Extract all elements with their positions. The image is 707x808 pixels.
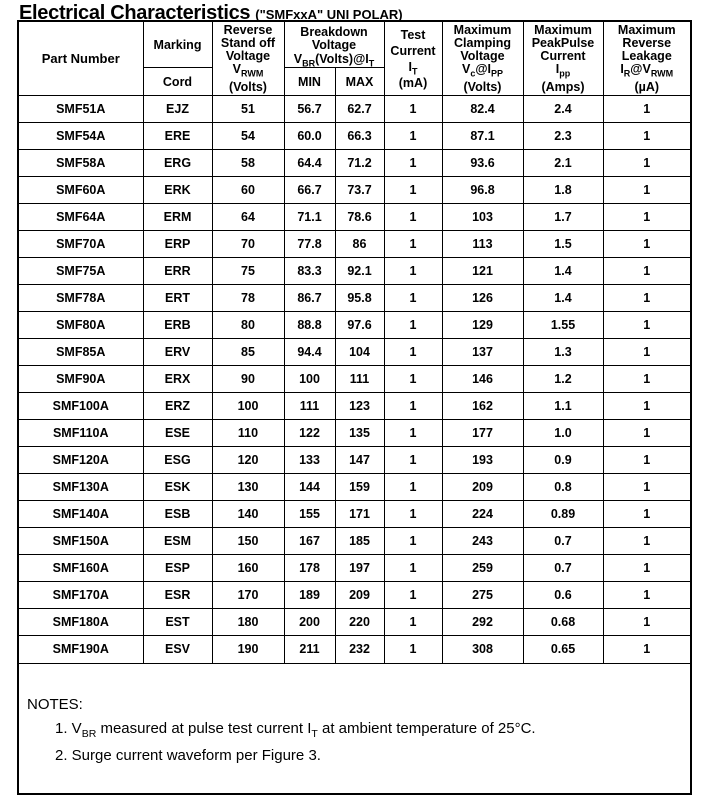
cell-test-current: 1 <box>384 609 442 636</box>
cell-vbr-min: 64.4 <box>284 150 335 177</box>
cell-vrwm: 170 <box>212 582 284 609</box>
cell-reverse-leakage: 1 <box>603 636 690 663</box>
cell-test-current: 1 <box>384 231 442 258</box>
cell-vrwm: 58 <box>212 150 284 177</box>
cell-test-current: 1 <box>384 636 442 663</box>
cell-vbr-max: 123 <box>335 393 384 420</box>
cell-part-number: SMF150A <box>19 528 143 555</box>
cell-test-current: 1 <box>384 150 442 177</box>
cell-clamping-voltage: 113 <box>442 231 523 258</box>
cell-vbr-min: 200 <box>284 609 335 636</box>
col-header-reverse-leakage: Maximum Reverse Leakage $I_R@V_{RWM}$ (µA) <box>603 22 690 96</box>
table-row <box>19 501 690 528</box>
col-header-cord: Cord <box>143 68 212 96</box>
cell-peak-pulse-current: 1.5 <box>523 231 603 258</box>
cell-vbr-min: 66.7 <box>284 177 335 204</box>
cell-vbr-min: 77.8 <box>284 231 335 258</box>
cell-vbr-min: 122 <box>284 420 335 447</box>
cell-part-number: SMF70A <box>19 231 143 258</box>
cell-vbr-min: 111 <box>284 393 335 420</box>
cell-vbr-max: 135 <box>335 420 384 447</box>
cell-vbr-min: 100 <box>284 366 335 393</box>
table-outer-box <box>17 20 692 795</box>
cell-test-current: 1 <box>384 258 442 285</box>
cell-part-number: SMF80A <box>19 312 143 339</box>
vrwm-symbol: $V_{RWM}$ <box>232 61 264 78</box>
cell-peak-pulse-current: 1.2 <box>523 366 603 393</box>
it-symbol: $I_T$ <box>408 59 418 76</box>
cell-vbr-min: 144 <box>284 474 335 501</box>
cell-part-number: SMF110A <box>19 420 143 447</box>
cell-test-current: 1 <box>384 285 442 312</box>
cell-marking-cord: ERM <box>143 204 212 231</box>
cell-part-number: SMF75A <box>19 258 143 285</box>
cell-peak-pulse-current: 1.4 <box>523 285 603 312</box>
col-header-reverse-standoff: Reverse Stand off Voltage $V_{RWM}$ (Volts) <box>212 22 284 96</box>
cell-vrwm: 140 <box>212 501 284 528</box>
table-row <box>19 150 690 177</box>
cell-vbr-min: 189 <box>284 582 335 609</box>
cell-clamping-voltage: 103 <box>442 204 523 231</box>
cell-part-number: SMF54A <box>19 123 143 150</box>
cell-test-current: 1 <box>384 366 442 393</box>
cell-test-current: 1 <box>384 582 442 609</box>
cell-vrwm: 110 <box>212 420 284 447</box>
cell-vbr-max: 232 <box>335 636 384 663</box>
col-header-clamping-voltage: Maximum Clamping Voltage $V_c@I_{PP}$ (Volts) <box>442 22 523 96</box>
cell-marking-cord: ERP <box>143 231 212 258</box>
cell-vbr-max: 97.6 <box>335 312 384 339</box>
cell-vrwm: 70 <box>212 231 284 258</box>
it-unit: (mA) <box>398 75 428 90</box>
cell-reverse-leakage: 1 <box>603 312 690 339</box>
table-row <box>19 582 690 609</box>
cell-test-current: 1 <box>384 339 442 366</box>
cell-part-number: SMF130A <box>19 474 143 501</box>
cell-vrwm: 90 <box>212 366 284 393</box>
cell-clamping-voltage: 93.6 <box>442 150 523 177</box>
cell-part-number: SMF58A <box>19 150 143 177</box>
cell-reverse-leakage: 1 <box>603 366 690 393</box>
table-row <box>19 420 690 447</box>
cell-vbr-max: 171 <box>335 501 384 528</box>
cell-vbr-min: 94.4 <box>284 339 335 366</box>
cell-marking-cord: EJZ <box>143 96 212 123</box>
cell-test-current: 1 <box>384 123 442 150</box>
cell-peak-pulse-current: 1.7 <box>523 204 603 231</box>
ipp-unit: (Amps) <box>541 79 585 94</box>
cell-reverse-leakage: 1 <box>603 447 690 474</box>
cell-clamping-voltage: 259 <box>442 555 523 582</box>
cell-reverse-leakage: 1 <box>603 204 690 231</box>
vbr-symbol: $V_{BR}(Volts)@I_T$ <box>293 52 375 68</box>
cell-peak-pulse-current: 1.3 <box>523 339 603 366</box>
cell-vbr-min: 133 <box>284 447 335 474</box>
cell-clamping-voltage: 146 <box>442 366 523 393</box>
table-row <box>19 474 690 501</box>
cell-vrwm: 85 <box>212 339 284 366</box>
cell-reverse-leakage: 1 <box>603 231 690 258</box>
cell-peak-pulse-current: 1.8 <box>523 177 603 204</box>
cell-marking-cord: ERK <box>143 177 212 204</box>
cell-vbr-max: 78.6 <box>335 204 384 231</box>
cell-vbr-min: 155 <box>284 501 335 528</box>
cell-peak-pulse-current: 0.89 <box>523 501 603 528</box>
header-row-1 <box>19 22 690 68</box>
cell-vbr-max: 197 <box>335 555 384 582</box>
cell-test-current: 1 <box>384 528 442 555</box>
ir-unit: (µA) <box>634 79 660 94</box>
cell-test-current: 1 <box>384 312 442 339</box>
cell-vrwm: 130 <box>212 474 284 501</box>
cell-vrwm: 180 <box>212 609 284 636</box>
cell-part-number: SMF64A <box>19 204 143 231</box>
table-row <box>19 528 690 555</box>
cell-peak-pulse-current: 0.9 <box>523 447 603 474</box>
cell-test-current: 1 <box>384 393 442 420</box>
cell-reverse-leakage: 1 <box>603 258 690 285</box>
cell-reverse-leakage: 1 <box>603 420 690 447</box>
cell-marking-cord: ESG <box>143 447 212 474</box>
table-row <box>19 123 690 150</box>
cell-part-number: SMF85A <box>19 339 143 366</box>
ipp-symbol: $I_{pp}$ <box>555 61 571 78</box>
cell-test-current: 1 <box>384 555 442 582</box>
cell-clamping-voltage: 209 <box>442 474 523 501</box>
cell-marking-cord: ERG <box>143 150 212 177</box>
cell-clamping-voltage: 292 <box>442 609 523 636</box>
cell-reverse-leakage: 1 <box>603 474 690 501</box>
cell-vbr-min: 86.7 <box>284 285 335 312</box>
cell-peak-pulse-current: 0.8 <box>523 474 603 501</box>
col-header-max: MAX <box>335 68 384 96</box>
cell-vbr-max: 95.8 <box>335 285 384 312</box>
table-row <box>19 177 690 204</box>
table-row <box>19 312 690 339</box>
cell-clamping-voltage: 243 <box>442 528 523 555</box>
cell-vbr-max: 209 <box>335 582 384 609</box>
cell-marking-cord: ERR <box>143 258 212 285</box>
cell-peak-pulse-current: 1.1 <box>523 393 603 420</box>
cell-clamping-voltage: 121 <box>442 258 523 285</box>
cell-vbr-max: 185 <box>335 528 384 555</box>
cell-part-number: SMF100A <box>19 393 143 420</box>
cell-peak-pulse-current: 0.68 <box>523 609 603 636</box>
electrical-characteristics-table <box>19 22 690 663</box>
cell-test-current: 1 <box>384 501 442 528</box>
cell-reverse-leakage: 1 <box>603 150 690 177</box>
cell-clamping-voltage: 193 <box>442 447 523 474</box>
cell-marking-cord: ESP <box>143 555 212 582</box>
cell-vbr-max: 66.3 <box>335 123 384 150</box>
table-row <box>19 204 690 231</box>
table-row <box>19 96 690 123</box>
section-subtitle: ("SMFxxA" UNI POLAR) <box>255 7 403 22</box>
cell-reverse-leakage: 1 <box>603 285 690 312</box>
cell-clamping-voltage: 177 <box>442 420 523 447</box>
cell-clamping-voltage: 82.4 <box>442 96 523 123</box>
cell-marking-cord: ERB <box>143 312 212 339</box>
cell-vrwm: 160 <box>212 555 284 582</box>
cell-test-current: 1 <box>384 420 442 447</box>
cell-test-current: 1 <box>384 204 442 231</box>
cell-marking-cord: ESK <box>143 474 212 501</box>
cell-peak-pulse-current: 0.7 <box>523 528 603 555</box>
notes-section <box>19 664 690 764</box>
cell-test-current: 1 <box>384 474 442 501</box>
col-header-test-current: Test Current $I_T$ (mA) <box>384 22 442 96</box>
cell-peak-pulse-current: 2.3 <box>523 123 603 150</box>
col-header-marking: Marking <box>143 22 212 68</box>
cell-part-number: SMF90A <box>19 366 143 393</box>
cell-marking-cord: ESR <box>143 582 212 609</box>
cell-reverse-leakage: 1 <box>603 555 690 582</box>
col-header-breakdown-voltage: Breakdown Voltage $V_{BR}(Volts)@I_T$ <box>284 22 384 68</box>
table-row <box>19 555 690 582</box>
vrwm-unit: (Volts) <box>229 79 267 94</box>
cell-marking-cord: ERX <box>143 366 212 393</box>
cell-clamping-voltage: 162 <box>442 393 523 420</box>
table-row <box>19 636 690 663</box>
cell-vrwm: 64 <box>212 204 284 231</box>
cell-test-current: 1 <box>384 177 442 204</box>
cell-clamping-voltage: 308 <box>442 636 523 663</box>
table-row <box>19 258 690 285</box>
cell-clamping-voltage: 275 <box>442 582 523 609</box>
note-1: 1. $V_{BR}$ measured at pulse test current $I_T$ at ambient temperature of 25°C. <box>55 719 536 740</box>
cell-vbr-max: 147 <box>335 447 384 474</box>
cell-peak-pulse-current: 0.7 <box>523 555 603 582</box>
cell-vbr-max: 111 <box>335 366 384 393</box>
cell-vrwm: 80 <box>212 312 284 339</box>
vc-symbol: $V_c@I_{PP}$ <box>461 61 504 78</box>
col-header-min: MIN <box>284 68 335 96</box>
cell-reverse-leakage: 1 <box>603 393 690 420</box>
cell-vrwm: 190 <box>212 636 284 663</box>
cell-part-number: SMF140A <box>19 501 143 528</box>
table-grid <box>19 22 690 664</box>
cell-peak-pulse-current: 1.4 <box>523 258 603 285</box>
cell-vrwm: 75 <box>212 258 284 285</box>
cell-vbr-max: 159 <box>335 474 384 501</box>
cell-part-number: SMF170A <box>19 582 143 609</box>
cell-reverse-leakage: 1 <box>603 123 690 150</box>
cell-vbr-min: 167 <box>284 528 335 555</box>
cell-part-number: SMF190A <box>19 636 143 663</box>
cell-vbr-max: 71.2 <box>335 150 384 177</box>
cell-part-number: SMF120A <box>19 447 143 474</box>
cell-reverse-leakage: 1 <box>603 609 690 636</box>
cell-marking-cord: ERT <box>143 285 212 312</box>
cell-vbr-min: 211 <box>284 636 335 663</box>
cell-peak-pulse-current: 1.0 <box>523 420 603 447</box>
table-row <box>19 231 690 258</box>
cell-marking-cord: ESB <box>143 501 212 528</box>
cell-part-number: SMF51A <box>19 96 143 123</box>
cell-test-current: 1 <box>384 447 442 474</box>
cell-test-current: 1 <box>384 96 442 123</box>
notes-heading: NOTES: <box>27 695 83 713</box>
table-row <box>19 393 690 420</box>
cell-reverse-leakage: 1 <box>603 501 690 528</box>
section-title-row <box>19 2 403 25</box>
cell-reverse-leakage: 1 <box>603 177 690 204</box>
cell-peak-pulse-current: 0.65 <box>523 636 603 663</box>
cell-vrwm: 60 <box>212 177 284 204</box>
cell-vbr-min: 71.1 <box>284 204 335 231</box>
cell-marking-cord: ESM <box>143 528 212 555</box>
cell-vrwm: 100 <box>212 393 284 420</box>
cell-marking-cord: ERE <box>143 123 212 150</box>
vc-unit: (Volts) <box>463 79 502 94</box>
cell-vbr-max: 86 <box>335 231 384 258</box>
cell-reverse-leakage: 1 <box>603 582 690 609</box>
table-row <box>19 366 690 393</box>
cell-part-number: SMF60A <box>19 177 143 204</box>
col-header-peak-pulse-current: Maximum PeakPulse Current $I_{pp}$ (Amps) <box>523 22 603 96</box>
cell-reverse-leakage: 1 <box>603 96 690 123</box>
cell-vrwm: 51 <box>212 96 284 123</box>
note-2: 2. Surge current waveform per Figure 3. <box>55 746 321 764</box>
table-row <box>19 285 690 312</box>
table-row <box>19 339 690 366</box>
cell-vbr-min: 178 <box>284 555 335 582</box>
cell-vbr-min: 56.7 <box>284 96 335 123</box>
cell-clamping-voltage: 87.1 <box>442 123 523 150</box>
cell-clamping-voltage: 224 <box>442 501 523 528</box>
cell-part-number: SMF180A <box>19 609 143 636</box>
col-header-part-number: Part Number <box>19 22 143 96</box>
cell-vbr-min: 88.8 <box>284 312 335 339</box>
section-title: Electrical Characteristics <box>19 2 251 24</box>
cell-marking-cord: ESE <box>143 420 212 447</box>
cell-vbr-min: 60.0 <box>284 123 335 150</box>
cell-vrwm: 150 <box>212 528 284 555</box>
cell-marking-cord: ERZ <box>143 393 212 420</box>
cell-vrwm: 120 <box>212 447 284 474</box>
cell-vbr-min: 83.3 <box>284 258 335 285</box>
table-row <box>19 609 690 636</box>
cell-vbr-max: 220 <box>335 609 384 636</box>
cell-vbr-max: 62.7 <box>335 96 384 123</box>
cell-peak-pulse-current: 1.55 <box>523 312 603 339</box>
cell-vrwm: 54 <box>212 123 284 150</box>
cell-peak-pulse-current: 0.6 <box>523 582 603 609</box>
cell-vbr-max: 104 <box>335 339 384 366</box>
ir-symbol: $I_R@V_{RWM}$ <box>620 61 674 78</box>
cell-peak-pulse-current: 2.1 <box>523 150 603 177</box>
cell-peak-pulse-current: 2.4 <box>523 96 603 123</box>
cell-marking-cord: ESV <box>143 636 212 663</box>
cell-marking-cord: EST <box>143 609 212 636</box>
cell-clamping-voltage: 137 <box>442 339 523 366</box>
cell-clamping-voltage: 96.8 <box>442 177 523 204</box>
cell-vbr-max: 73.7 <box>335 177 384 204</box>
cell-part-number: SMF78A <box>19 285 143 312</box>
cell-vrwm: 78 <box>212 285 284 312</box>
cell-reverse-leakage: 1 <box>603 339 690 366</box>
cell-reverse-leakage: 1 <box>603 528 690 555</box>
cell-clamping-voltage: 126 <box>442 285 523 312</box>
table-header <box>19 22 690 96</box>
table-body <box>19 96 690 663</box>
cell-clamping-voltage: 129 <box>442 312 523 339</box>
cell-part-number: SMF160A <box>19 555 143 582</box>
cell-marking-cord: ERV <box>143 339 212 366</box>
cell-vbr-max: 92.1 <box>335 258 384 285</box>
table-row <box>19 447 690 474</box>
